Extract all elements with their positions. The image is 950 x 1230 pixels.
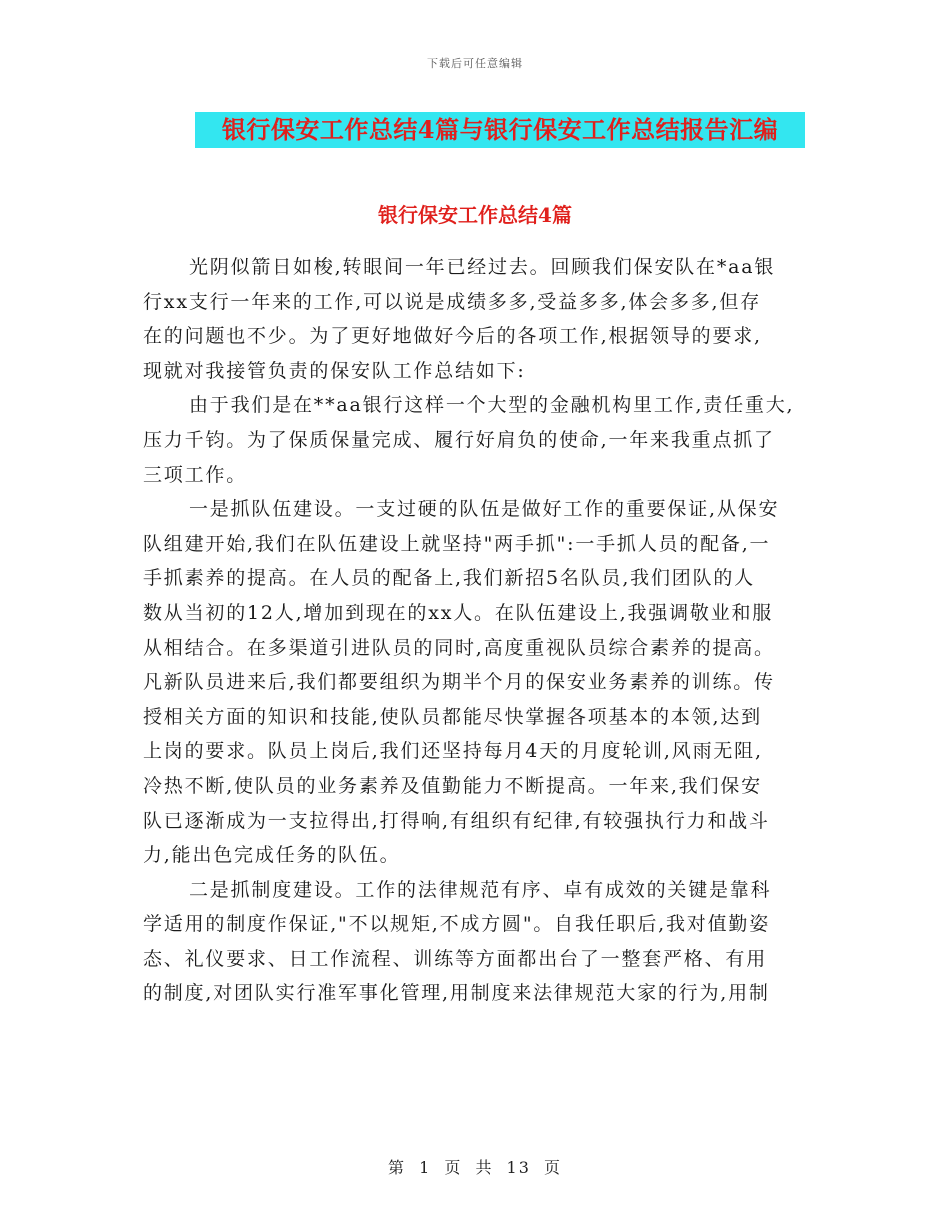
paragraph-line: 数从当初的12人,增加到现在的xx人。在队伍建设上,我强调敬业和服 — [143, 601, 774, 624]
paragraph-line: 力,能出色完成任务的队伍。 — [143, 844, 401, 867]
paragraph-line: 态、礼仪要求、日工作流程、训练等方面都出台了一整套严格、有用 — [143, 947, 768, 970]
paragraph-line: 的制度,对团队实行准军事化管理,用制度来法律规范大家的行为,用制 — [143, 982, 770, 1005]
page-number: 第 1 页 共 13 页 — [388, 1158, 562, 1177]
paragraph-line: 一是抓队伍建设。一支过硬的队伍是做好工作的重要保证,从保安 — [189, 498, 780, 521]
paragraph-line: 上岗的要求。队员上岗后,我们还坚持每月4天的月度轮训,风雨无阻, — [143, 740, 763, 763]
section-title: 银行保安工作总结4篇 — [378, 203, 572, 227]
paragraph-line: 由于我们是在**aa银行这样一个大型的金融机构里工作,责任重大, — [189, 394, 795, 417]
paragraph-line: 压力千钧。为了保质保量完成、履行好肩负的使命,一年来我重点抓了 — [143, 428, 775, 451]
paragraph-line: 光阴似箭日如梭,转眼间一年已经过去。回顾我们保安队在*aa银 — [189, 256, 776, 278]
body-text — [143, 250, 805, 1011]
paragraph-line: 冷热不断,使队员的业务素养及值勤能力不断提高。一年来,我们保安 — [143, 774, 762, 797]
paragraph-line: 在的问题也不少。为了更好地做好今后的各项工作,根据领导的要求, — [143, 325, 762, 348]
paragraph-line: 二是抓制度建设。工作的法律规范有序、卓有成效的关键是靠科 — [189, 878, 772, 901]
paragraph-line: 凡新队员进来后,我们都要组织为期半个月的保安业务素养的训练。传 — [143, 671, 775, 694]
paragraph-line: 行xx支行一年来的工作,可以说是成绩多多,受益多多,体会多多,但存 — [143, 290, 761, 313]
paragraph-line: 队已逐渐成为一支拉得出,打得响,有组织有纪律,有较强执行力和战斗 — [143, 809, 770, 832]
paragraph-line: 三项工作。 — [143, 463, 248, 486]
paragraph-line: 学适用的制度作保证,"不以规矩,不成方圆"。自我任职后,我对值勤姿 — [143, 913, 770, 936]
paragraph-line: 授相关方面的知识和技能,使队员都能尽快掌握各项基本的本领,达到 — [143, 705, 762, 728]
paragraph-line: 从相结合。在多渠道引进队员的同时,高度重视队员综合素养的提高。 — [143, 636, 775, 659]
paragraph-line: 现就对我接管负责的保安队工作总结如下: — [143, 359, 526, 382]
main-title: 银行保安工作总结4篇与银行保安工作总结报告汇编 — [221, 115, 779, 144]
paragraph-line: 手抓素养的提高。在人员的配备上,我们新招5名队员,我们团队的人 — [143, 567, 755, 590]
header-note: 下载后可任意编辑 — [427, 57, 523, 70]
paragraph-line: 队组建开始,我们在队伍建设上就坚持"两手抓":一手抓人员的配备,一 — [143, 532, 771, 555]
